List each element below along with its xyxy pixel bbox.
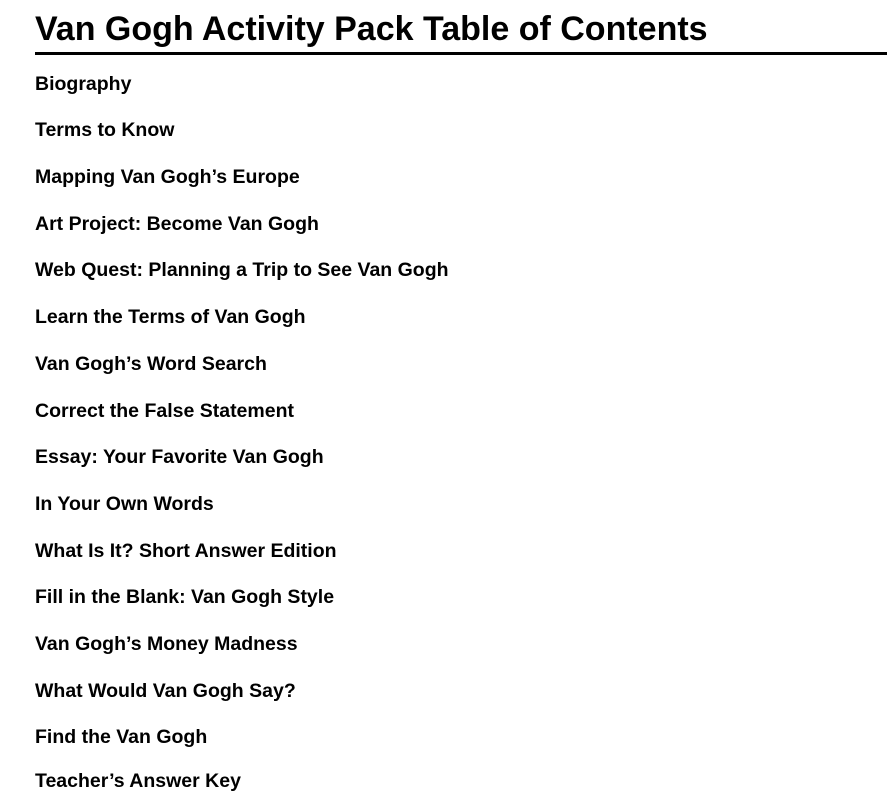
toc-item-find-van-gogh: Find the Van Gogh: [35, 726, 208, 748]
toc-item-short-answer: What Is It? Short Answer Edition: [35, 540, 337, 562]
toc-item-mapping-europe: Mapping Van Gogh’s Europe: [35, 166, 300, 188]
toc-item-own-words: In Your Own Words: [35, 493, 214, 515]
page-title: Van Gogh Activity Pack Table of Contents: [35, 10, 708, 48]
toc-item-correct-false-statement: Correct the False Statement: [35, 400, 294, 422]
toc-item-word-search: Van Gogh’s Word Search: [35, 353, 267, 375]
toc-item-art-project: Art Project: Become Van Gogh: [35, 213, 319, 235]
title-underline: [35, 52, 887, 55]
toc-item-essay: Essay: Your Favorite Van Gogh: [35, 446, 324, 468]
toc-item-biography: Biography: [35, 73, 132, 95]
toc-item-terms-to-know: Terms to Know: [35, 119, 175, 141]
toc-item-learn-terms: Learn the Terms of Van Gogh: [35, 306, 306, 328]
toc-item-fill-in-blank: Fill in the Blank: Van Gogh Style: [35, 586, 335, 608]
toc-item-web-quest: Web Quest: Planning a Trip to See Van Gogh: [35, 259, 449, 281]
toc-item-what-would-say: What Would Van Gogh Say?: [35, 680, 296, 702]
toc-item-money-madness: Van Gogh’s Money Madness: [35, 633, 298, 655]
toc-item-answer-key: Teacher’s Answer Key: [35, 770, 241, 792]
